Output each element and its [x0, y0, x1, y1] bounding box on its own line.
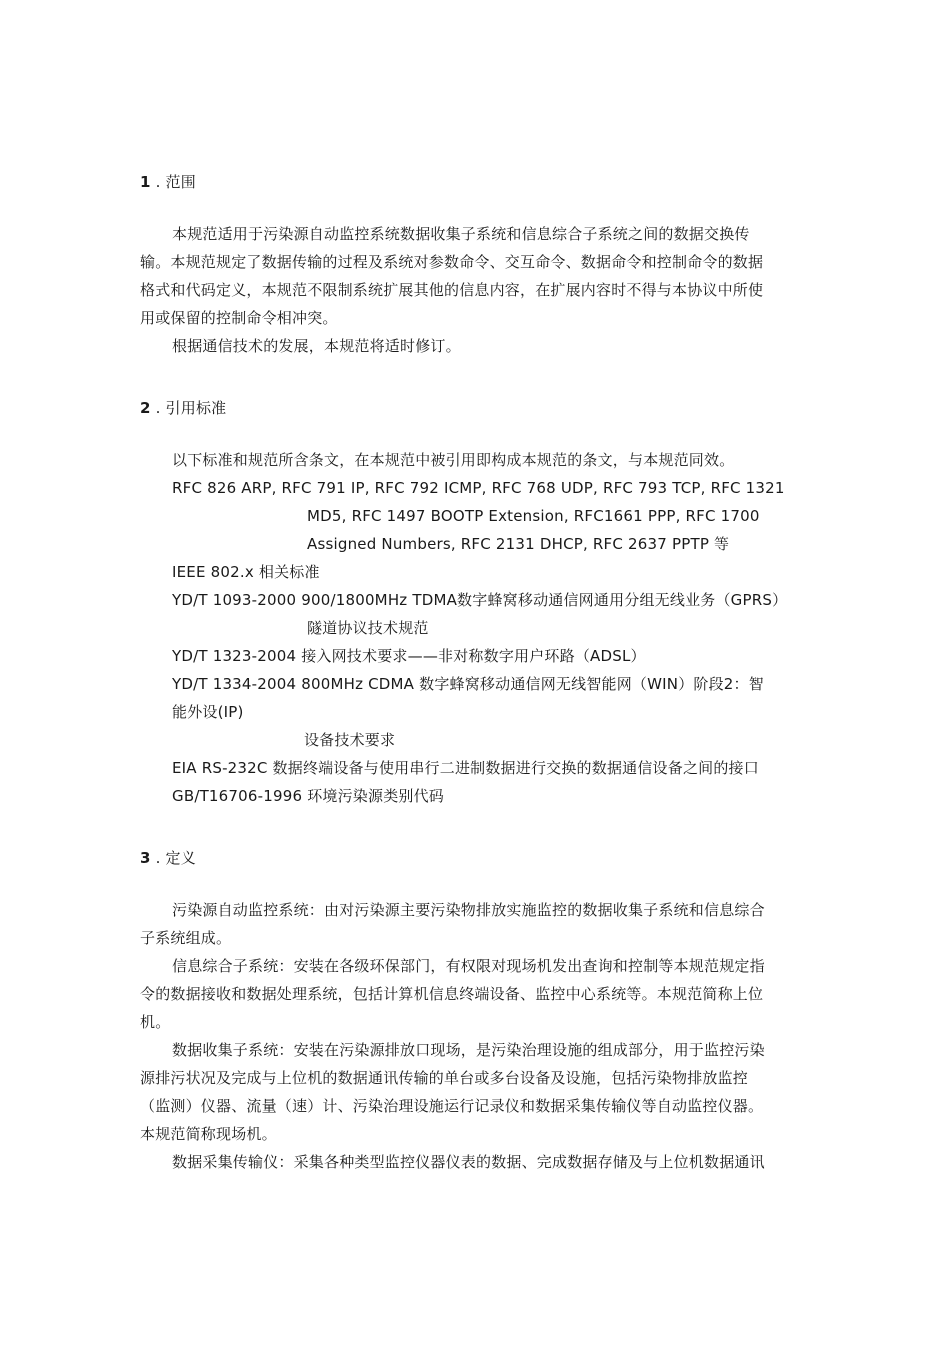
paragraph-line: 用或保留的控制命令相冲突。 [140, 309, 338, 327]
section-title: . 引用标准 [155, 399, 227, 417]
paragraph-line: 以下标准和规范所含条文，在本规范中被引用即构成本规范的条文，与本规范同效。 [172, 451, 735, 469]
paragraph-line: 令的数据接收和数据处理系统，包括计算机信息终端设备、监控中心系统等。本规范简称上位 [140, 985, 764, 1003]
reference-line: YD/T 1323-2004 接入网技术要求——非对称数字用户环路（ADSL） [172, 647, 646, 665]
section-number: 2 [140, 399, 151, 417]
section-number: 1 [140, 173, 151, 191]
reference-line: RFC 826 ARP, RFC 791 IP, RFC 792 ICMP, RFC 768 UDP, RFC 793 TCP, RFC 1321 [172, 479, 785, 497]
reference-line: 隧道协议技术规范 [307, 619, 429, 637]
paragraph-line: 输。本规范规定了数据传输的过程及系统对参数命令、交互命令、数据命令和控制命令的数据 [140, 253, 764, 271]
paragraph-line: 格式和代码定义，本规范不限制系统扩展其他的信息内容，在扩展内容时不得与本协议中所使 [140, 281, 764, 299]
section-title: . 范围 [155, 173, 196, 191]
paragraph-line: 数据收集子系统：安装在污染源排放口现场，是污染治理设施的组成部分，用于监控污染 [172, 1041, 765, 1059]
paragraph-line: 子系统组成。 [140, 929, 232, 947]
paragraph-line: 根据通信技术的发展，本规范将适时修订。 [172, 337, 461, 355]
paragraph-line: 污染源自动监控系统：由对污染源主要污染物排放实施监控的数据收集子系统和信息综合 [172, 901, 765, 919]
paragraph-line: 信息综合子系统：安装在各级环保部门，有权限对现场机发出查询和控制等本规范规定指 [172, 957, 765, 975]
section-number: 3 [140, 849, 151, 867]
reference-line: 能外设(IP) [172, 703, 244, 721]
reference-line: Assigned Numbers, RFC 2131 DHCP, RFC 2637 PPTP 等 [307, 535, 730, 553]
paragraph-line: 机。 [140, 1013, 171, 1031]
reference-line: YD/T 1093-2000 900/1800MHz TDMA数字蜂窝移动通信网通用分组无线业务（GPRS） [172, 591, 788, 609]
section-title: . 定义 [155, 849, 196, 867]
paragraph-line: 数据采集传输仪：采集各种类型监控仪器仪表的数据、完成数据存储及与上位机数据通讯 [172, 1153, 765, 1171]
reference-line: EIA RS-232C 数据终端设备与使用串行二进制数据进行交换的数据通信设备之间的接口 [172, 759, 759, 777]
reference-line: MD5, RFC 1497 BOOTP Extension, RFC1661 PPP, RFC 1700 [307, 507, 760, 525]
reference-line: YD/T 1334-2004 800MHz CDMA 数字蜂窝移动通信网无线智能网（WIN）阶段2：智 [172, 675, 764, 693]
reference-line: IEEE 802.x 相关标准 [172, 563, 320, 581]
section-2-heading [140, 398, 226, 418]
paragraph-line: 本规范简称现场机。 [140, 1125, 277, 1143]
section-1-heading [140, 172, 196, 192]
paragraph-line: 本规范适用于污染源自动监控系统数据收集子系统和信息综合子系统之间的数据交换传 [172, 225, 750, 243]
reference-line: GB/T16706-1996 环境污染源类别代码 [172, 787, 445, 805]
section-3-heading [140, 848, 196, 868]
reference-line: 设备技术要求 [304, 731, 396, 749]
paragraph-line: （监测）仪器、流量（速）计、污染治理设施运行记录仪和数据采集传输仪等自动监控仪器。 [140, 1097, 764, 1115]
paragraph-line: 源排污状况及完成与上位机的数据通讯传输的单台或多台设备及设施，包括污染物排放监控 [140, 1069, 749, 1087]
